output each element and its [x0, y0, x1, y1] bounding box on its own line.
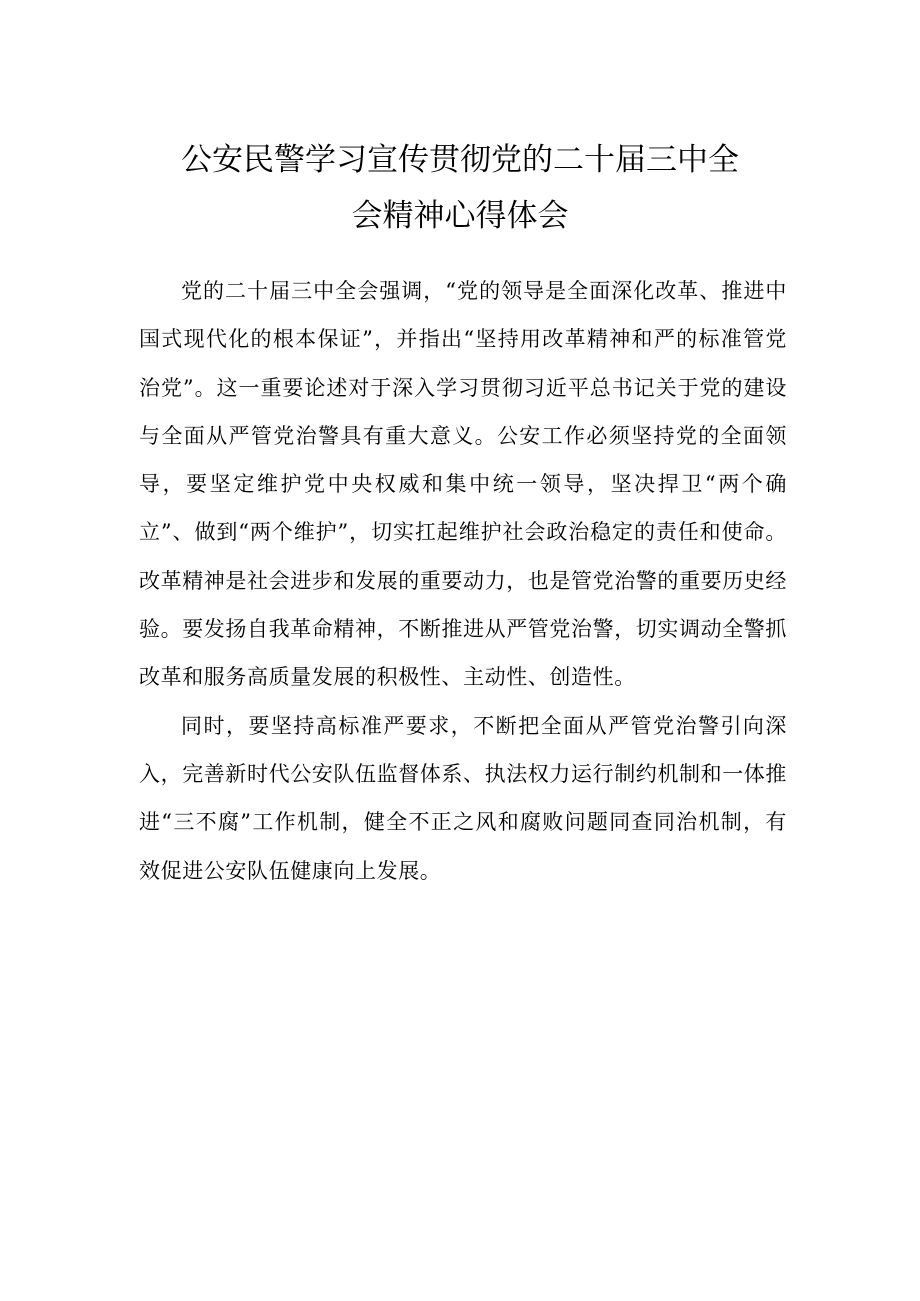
title-line-1: 公安民警学习宣传贯彻党的二十届三中全: [181, 142, 739, 178]
document-body: [139, 267, 787, 895]
paragraph-1: 党的二十届三中全会强调，“党的领导是全面深化改革、推进中国式现代化的根本保证”，并指出“坚持用改革精神和严的标准管党治党”。这一重要论述对于深入学习贯彻习近平总书记关于党的建设与全面从严管党治警具有重大意义。公安工作必须坚持党的全面领导，要坚定维护党中央权威和集中统一领导，坚决捍卫“两个确立”、做到“两个维护”，切实扛起维护社会政治稳定的责任和使命。改革精神是社会进步和发展的重要动力，也是管党治警的重要历史经验。要发扬自我革命精神，不断推进从严管党治警，切实调动全警抓改革和服务高质量发展的积极性、主动性、创造性。: [139, 279, 787, 690]
paragraph-2: 同时，要坚持高标准严要求，不断把全面从严管党治警引向深入，完善新时代公安队伍监督体系、执法权力运行制约机制和一体推进“三不腐”工作机制，健全不正之风和腐败问题同查同治机制，有效促进公安队伍健康向上发展。: [139, 713, 787, 883]
document-title: [0, 132, 920, 244]
title-line-2: 会精神心得体会: [351, 198, 569, 234]
